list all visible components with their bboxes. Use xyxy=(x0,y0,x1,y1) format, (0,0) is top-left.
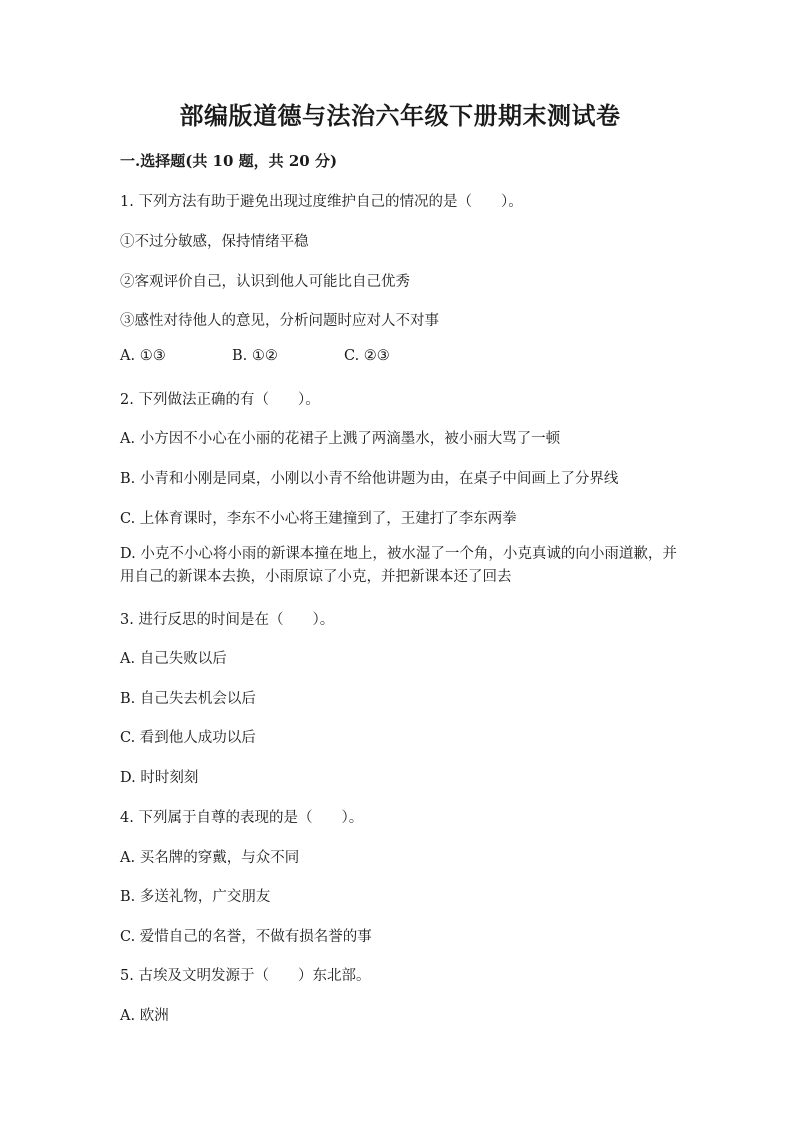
question-4-option-b[interactable]: B. 多送礼物，广交朋友 xyxy=(120,889,271,905)
question-2-option-c[interactable]: C. 上体育课时，李东不小心将王建撞到了，王建打了李东两拳 xyxy=(120,511,517,527)
question-3-option-d[interactable]: D. 时时刻刻 xyxy=(120,770,199,786)
question-5-stem: 5. 古埃及文明发源于（ ）东北部。 xyxy=(120,968,371,984)
question-2-option-a[interactable]: A. 小方因不小心在小丽的花裙子上溅了两滴墨水，被小丽大骂了一顿 xyxy=(120,431,561,447)
question-3-option-a[interactable]: A. 自己失败以后 xyxy=(120,651,227,667)
question-1-statement-1: ①不过分敏感，保持情绪平稳 xyxy=(120,234,309,250)
question-2-option-b[interactable]: B. 小青和小刚是同桌，小刚以小青不给他讲题为由，在桌子中间画上了分界线 xyxy=(120,471,619,487)
question-1-option-b[interactable]: B. ①② xyxy=(232,348,278,364)
question-1-statement-2: ②客观评价自己，认识到他人可能比自己优秀 xyxy=(120,274,410,290)
question-1-options xyxy=(120,348,390,364)
question-4-option-c[interactable]: C. 爱惜自己的名誉，不做有损名誉的事 xyxy=(120,929,372,945)
page-title: 部编版道德与法治六年级下册期末测试卷 xyxy=(179,101,621,130)
question-2-option-d[interactable]: D. 小克不小心将小雨的新课本撞在地上，被水湿了一个角，小克真诚的向小雨道歉，并用自己的新课本去换，小雨原谅了小克，并把新课本还了回去 xyxy=(120,546,677,585)
question-1-option-c[interactable]: C. ②③ xyxy=(344,348,390,364)
question-4-option-a[interactable]: A. 买名牌的穿戴，与众不同 xyxy=(120,850,300,866)
question-3-stem: 3. 进行反思的时间是在（ ）。 xyxy=(120,612,335,628)
question-5-option-a[interactable]: A. 欧洲 xyxy=(120,1008,169,1024)
question-3-option-c[interactable]: C. 看到他人成功以后 xyxy=(120,730,256,746)
section-heading: 一.选择题(共 10 题，共 20 分) xyxy=(120,152,338,170)
question-2-stem: 2. 下列做法正确的有（ ）。 xyxy=(120,392,320,408)
question-1-statement-3: ③感性对待他人的意见，分析问题时应对人不对事 xyxy=(120,313,439,329)
question-3-option-b[interactable]: B. 自己失去机会以后 xyxy=(120,691,256,707)
question-4-stem: 4. 下列属于自尊的表现的是（ ）。 xyxy=(120,810,364,826)
question-1-stem: 1. 下列方法有助于避免出现过度维护自己的情况的是（ ）。 xyxy=(120,194,523,210)
question-1-option-a[interactable]: A. ①③ xyxy=(120,348,166,364)
